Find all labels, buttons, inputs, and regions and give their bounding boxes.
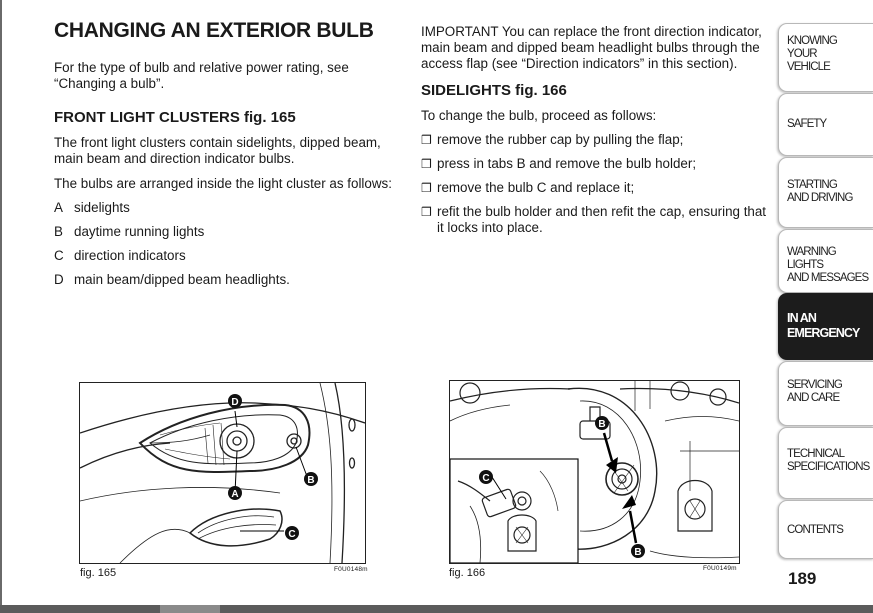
- list-letter: A: [54, 200, 63, 215]
- page-number: 189: [788, 569, 817, 588]
- callout-c: C: [288, 529, 296, 540]
- tab-label: SERVICING AND CARE: [787, 379, 842, 404]
- headlight-illustration: [80, 383, 365, 563]
- step-text: remove the bulb C and replace it;: [437, 180, 635, 195]
- bulb-list: [54, 200, 406, 288]
- front-light-paragraph-1: The front light clusters contain sidelights, dipped beam, main beam and direction indicator bulbs.: [54, 135, 381, 166]
- page-title: CHANGING AN EXTERIOR BULB: [54, 19, 374, 42]
- callout-b-top: B: [598, 419, 606, 430]
- tab-label: WARNING LIGHTS AND MESSAGES: [787, 246, 869, 284]
- list-item: [54, 272, 406, 288]
- tab-label: IN AN EMERGENCY: [787, 311, 860, 340]
- step-text: remove the rubber cap by pulling the flap;: [437, 132, 684, 147]
- callout-d: D: [231, 397, 239, 408]
- checkbox-bullet: ❒: [421, 181, 432, 195]
- figure-165: [79, 382, 366, 564]
- callout-c: C: [482, 473, 490, 484]
- intro-text: For the type of bulb and relative power rating, see “Changing a bulb”.: [54, 60, 349, 91]
- list-item: [54, 248, 406, 264]
- callout-b-bottom: B: [634, 547, 642, 558]
- list-item: [54, 224, 406, 240]
- callout-a: A: [231, 489, 239, 500]
- left-column: [54, 18, 406, 296]
- front-light-heading: FRONT LIGHT CLUSTERS fig. 165: [54, 109, 296, 126]
- important-note: IMPORTANT You can replace the front direction indicator, main beam and dipped beam headlight bulbs through the access flap (see “Direction indicators” in this section).: [421, 24, 762, 71]
- sidelight-illustration: [450, 381, 739, 563]
- tab-servicing-and-care[interactable]: [778, 361, 873, 426]
- list-letter: D: [54, 272, 64, 287]
- tab-label: STARTING AND DRIVING: [787, 179, 853, 204]
- sidelights-intro: To change the bulb, proceed as follows:: [421, 108, 657, 123]
- scrollbar-thumb[interactable]: [160, 605, 220, 613]
- list-text: direction indicators: [74, 248, 186, 263]
- steps-list: [421, 132, 773, 236]
- tab-label: TECHNICAL SPECIFICATIONS: [787, 448, 870, 473]
- checkbox-bullet: ❒: [421, 133, 432, 147]
- figure-166-code: F0U0149m: [703, 565, 737, 572]
- step-item: [421, 156, 773, 172]
- callout-b: B: [307, 475, 315, 486]
- tab-contents[interactable]: [778, 500, 873, 559]
- list-letter: B: [54, 224, 63, 239]
- step-text: refit the bulb holder and then refit the cap, ensuring that it locks into place.: [437, 204, 767, 235]
- list-letter: C: [54, 248, 64, 263]
- figure-165-code: F0U0148m: [334, 566, 368, 573]
- tab-safety[interactable]: [778, 93, 873, 156]
- tab-label: KNOWING YOUR VEHICLE: [787, 35, 837, 73]
- page-left-edge: [0, 0, 2, 613]
- step-item: [421, 180, 773, 196]
- tab-starting-and-driving[interactable]: [778, 157, 873, 228]
- front-light-paragraph-2: The bulbs are arranged inside the light cluster as follows:: [54, 176, 392, 191]
- list-item: [54, 200, 406, 216]
- page-bottom-edge: [0, 605, 873, 613]
- figure-166-caption: fig. 166: [449, 567, 486, 579]
- tab-technical-specifications[interactable]: [778, 427, 873, 499]
- tab-knowing-your-vehicle[interactable]: [778, 23, 873, 92]
- step-item: [421, 132, 773, 148]
- tab-label: CONTENTS: [787, 524, 844, 536]
- checkbox-bullet: ❒: [421, 157, 432, 171]
- step-item: [421, 204, 773, 236]
- tab-in-an-emergency[interactable]: [778, 293, 873, 360]
- sidelights-heading: SIDELIGHTS fig. 166: [421, 82, 567, 99]
- list-text: daytime running lights: [74, 224, 205, 239]
- list-text: sidelights: [74, 200, 130, 215]
- right-column: [421, 24, 773, 244]
- figure-166: [449, 380, 740, 564]
- tab-warning-lights-and-messages[interactable]: [778, 229, 873, 293]
- tab-label: SAFETY: [787, 118, 827, 130]
- figure-165-caption: fig. 165: [80, 567, 117, 579]
- step-text: press in tabs B and remove the bulb holder;: [437, 156, 697, 171]
- checkbox-bullet: ❒: [421, 205, 432, 219]
- list-text: main beam/dipped beam headlights.: [74, 272, 290, 287]
